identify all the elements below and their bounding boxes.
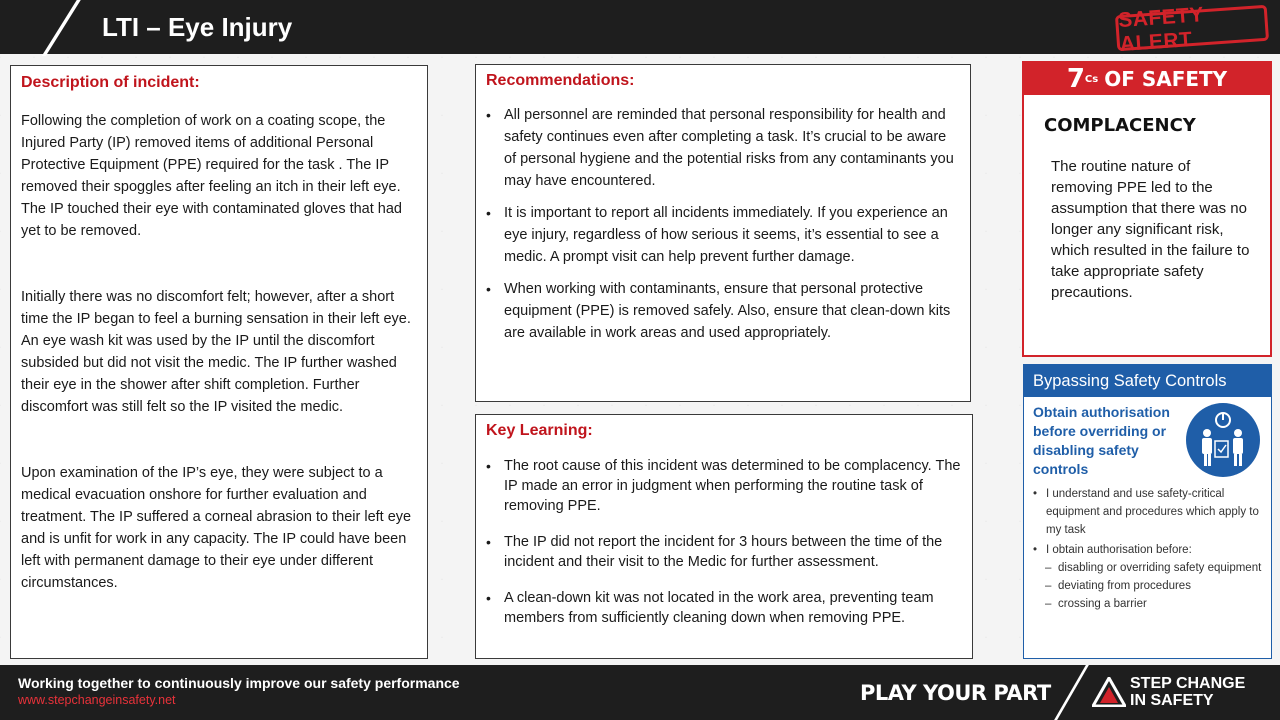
brand-line-1: STEP CHANGE xyxy=(1130,675,1246,692)
recommendations-panel xyxy=(475,64,971,402)
recommendation-item: • All personnel are reminded that personal responsibility for health and safety continues even after completing a task. It’s crucial to be aware of personal hygiene and the potential risks from any contaminants you may have encountered. xyxy=(486,104,960,192)
play-your-part-logo: PLAY YOUR PART xyxy=(860,681,1051,705)
bypassing-bullet: • I obtain authorisation before: xyxy=(1033,541,1268,559)
bypassing-heading: Bypassing Safety Controls xyxy=(1024,365,1271,397)
description-heading: Description of incident: xyxy=(21,74,200,91)
description-paragraph: Initially there was no discomfort felt; however, after a short time the IP began to feel a burning sensation in their left eye. An eye wash kit was used by the IP until the discomfort subsided but did not visit the medic. The IP further washed their eye in the shower after shift completion. Further discomfort was still felt so the IP visited the medic. xyxy=(21,289,411,415)
bypassing-sub-item: – deviating from procedures xyxy=(1033,577,1268,595)
seven-cs-title: OF SAFETY xyxy=(1104,67,1228,91)
key-learning-panel xyxy=(475,414,973,659)
seven-cs-box xyxy=(1022,61,1272,357)
description-panel xyxy=(10,65,428,659)
seven-cs-subtitle: COMPLACENCY xyxy=(1044,115,1196,136)
header-divider xyxy=(42,0,82,56)
header-bar xyxy=(0,0,1280,57)
key-learning-list xyxy=(486,456,962,628)
recommendations-list xyxy=(486,104,960,344)
safety-alert-badge: SAFETY ALERT xyxy=(1115,5,1269,52)
bypassing-sub-item: – crossing a barrier xyxy=(1033,595,1268,613)
page-title: LTI – Eye Injury xyxy=(102,12,293,42)
recommendation-item: • When working with contaminants, ensure that personal protective equipment (PPE) is removed safely. Also, ensure that clean-down kits are available in work areas and used appropriately. xyxy=(486,278,960,344)
key-learning-item: • A clean-down kit was not located in the work area, preventing team members from sufficiently cleaning down when removing PPE. xyxy=(486,588,962,628)
key-learning-item: • The root cause of this incident was determined to be complacency. The IP made an error in judgment when performing the routine task of removing PPE. xyxy=(486,456,962,516)
key-learning-item: • The IP did not report the incident for 3 hours between the time of the incident and their visit to the Medic for further assessment. xyxy=(486,532,962,572)
step-change-brand xyxy=(1130,675,1245,709)
recommendation-item: • It is important to report all incidents immediately. If you experience an eye injury, regardless of how serious it seems, it’s essential to see a medic. A prompt visit can help prevent further damage. xyxy=(486,202,960,268)
seven-cs-text: The routine nature of removing PPE led to the assumption that there was no longer any significant risk, which resulted in the failure to take appropriate safety precautions. xyxy=(1051,158,1250,301)
bypassing-list xyxy=(1033,485,1268,613)
brand-line-2: IN SAFETY xyxy=(1130,692,1214,709)
description-paragraph: Following the completion of work on a coating scope, the Injured Party (IP) removed items of additional Personal Protective Equipment (PPE) required for the task . The IP removed their spoggles after feeling an itch in their left eye. The IP touched their eye with contaminated gloves that had yet to be removed. xyxy=(21,113,403,239)
seven-cs-superscript: Cs xyxy=(1084,73,1099,85)
description-paragraph: Upon examination of the IP’s eye, they were subject to a medical evacuation onshore for further evaluation and treatment. The IP suffered a corneal abrasion to their left eye and is unfit for work in any capacity. The IP could have been left with permanent damage to their eye under different circumstances. xyxy=(21,465,412,591)
step-change-logo-icon xyxy=(1092,677,1126,707)
recommendations-heading: Recommendations: xyxy=(486,72,635,89)
bypassing-controls-box xyxy=(1023,364,1272,659)
seven-cs-number: 7 xyxy=(1066,64,1085,94)
seven-cs-header xyxy=(1024,63,1270,95)
bypassing-obtain-text: Obtain authorisation before overriding or disabling safety controls xyxy=(1033,404,1170,477)
key-learning-heading: Key Learning: xyxy=(486,422,593,439)
footer-bar xyxy=(0,665,1280,720)
authorisation-people-icon xyxy=(1186,403,1260,477)
footer-tagline: Working together to continuously improve our safety performance xyxy=(18,675,460,691)
footer-divider xyxy=(1054,665,1089,720)
bypassing-sub-item: – disabling or overriding safety equipment xyxy=(1033,559,1268,577)
footer-url-link[interactable]: www.stepchangeinsafety.net xyxy=(18,693,176,707)
bypassing-bullet: • I understand and use safety-critical equipment and procedures which apply to my task xyxy=(1033,485,1268,539)
